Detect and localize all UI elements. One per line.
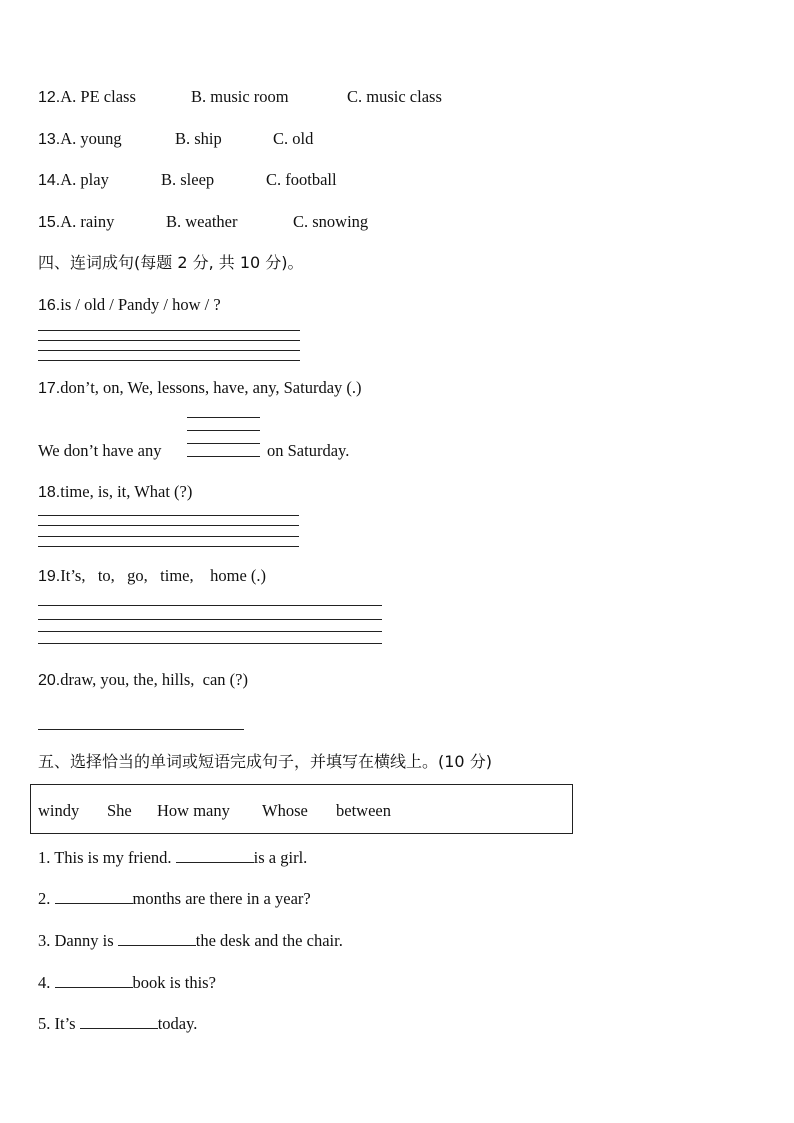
word-bank-item: She: [107, 801, 132, 820]
question-number: 16.: [38, 297, 61, 314]
sentence-end: is a girl.: [253, 848, 308, 867]
fill-blank[interactable]: [118, 931, 196, 946]
option-c: C. snowing: [293, 212, 369, 231]
question-text: don’t, on, We, lessons, have, any, Saturday (.): [60, 378, 362, 397]
option-a: A. young: [60, 129, 122, 148]
question-text: is / old / Pandy / how / ?: [60, 295, 221, 314]
fill-sentence-2: [38, 889, 311, 909]
question-text: draw, you, the, hills, can (?): [60, 670, 248, 689]
section-5-heading: 五、选择恰当的单词或短语完成句子，并填写在横线上。(10 分): [38, 752, 492, 771]
fill-sentence-3: [38, 931, 343, 951]
word-bank-item: between: [336, 801, 391, 820]
sentence-start: 2.: [38, 889, 55, 908]
sentence-end: months are there in a year?: [132, 889, 311, 908]
question-19: [38, 566, 266, 587]
option-c: C. football: [266, 170, 337, 189]
fill-sentence-5: [38, 1014, 197, 1034]
question-17: [38, 378, 362, 399]
sentence-start: 1. This is my friend.: [38, 848, 176, 867]
option-b: B. weather: [166, 212, 238, 231]
sentence-17-start: We don’t have any: [38, 441, 162, 460]
section-4-heading: 四、连词成句(每题 2 分, 共 10 分)。: [38, 253, 304, 272]
answer-line-20[interactable]: [38, 729, 244, 730]
sentence-end: today.: [157, 1014, 198, 1033]
option-c: C. old: [273, 129, 314, 148]
question-number: 18.: [38, 484, 61, 501]
question-number: 19.: [38, 568, 61, 585]
fill-blank[interactable]: [80, 1014, 158, 1029]
fill-blank[interactable]: [176, 848, 254, 863]
question-number: 15.: [38, 214, 61, 231]
question-number: 12.: [38, 89, 61, 106]
fill-sentence-1: [38, 848, 307, 868]
fill-blank[interactable]: [55, 973, 133, 988]
option-a: A. play: [60, 170, 109, 189]
sentence-end: book is this?: [132, 973, 216, 992]
sentence-end: the desk and the chair.: [195, 931, 343, 950]
question-text: time, is, it, What (?): [60, 482, 193, 501]
question-number: 17.: [38, 380, 61, 397]
sentence-17-end: on Saturday.: [267, 441, 350, 460]
fill-blank[interactable]: [55, 889, 133, 904]
option-b: B. music room: [191, 87, 289, 106]
question-text: It’s, to, go, time, home (.): [60, 566, 267, 585]
option-a: A. rainy: [60, 212, 115, 231]
sentence-start: 4.: [38, 973, 55, 992]
question-number: 14.: [38, 172, 61, 189]
option-c: C. music class: [347, 87, 442, 106]
sentence-start: 5. It’s: [38, 1014, 80, 1033]
question-18: [38, 482, 192, 503]
word-bank-item: How many: [157, 801, 230, 820]
word-bank-item: windy: [38, 801, 80, 820]
word-bank-item: Whose: [262, 801, 308, 820]
question-20: [38, 670, 248, 691]
fill-sentence-4: [38, 973, 216, 993]
option-a: A. PE class: [60, 87, 136, 106]
question-number: 13.: [38, 131, 61, 148]
option-b: B. sleep: [161, 170, 215, 189]
option-b: B. ship: [175, 129, 222, 148]
question-number: 20.: [38, 672, 61, 689]
sentence-start: 3. Danny is: [38, 931, 118, 950]
word-bank-box: [30, 784, 573, 834]
question-16: [38, 295, 221, 316]
